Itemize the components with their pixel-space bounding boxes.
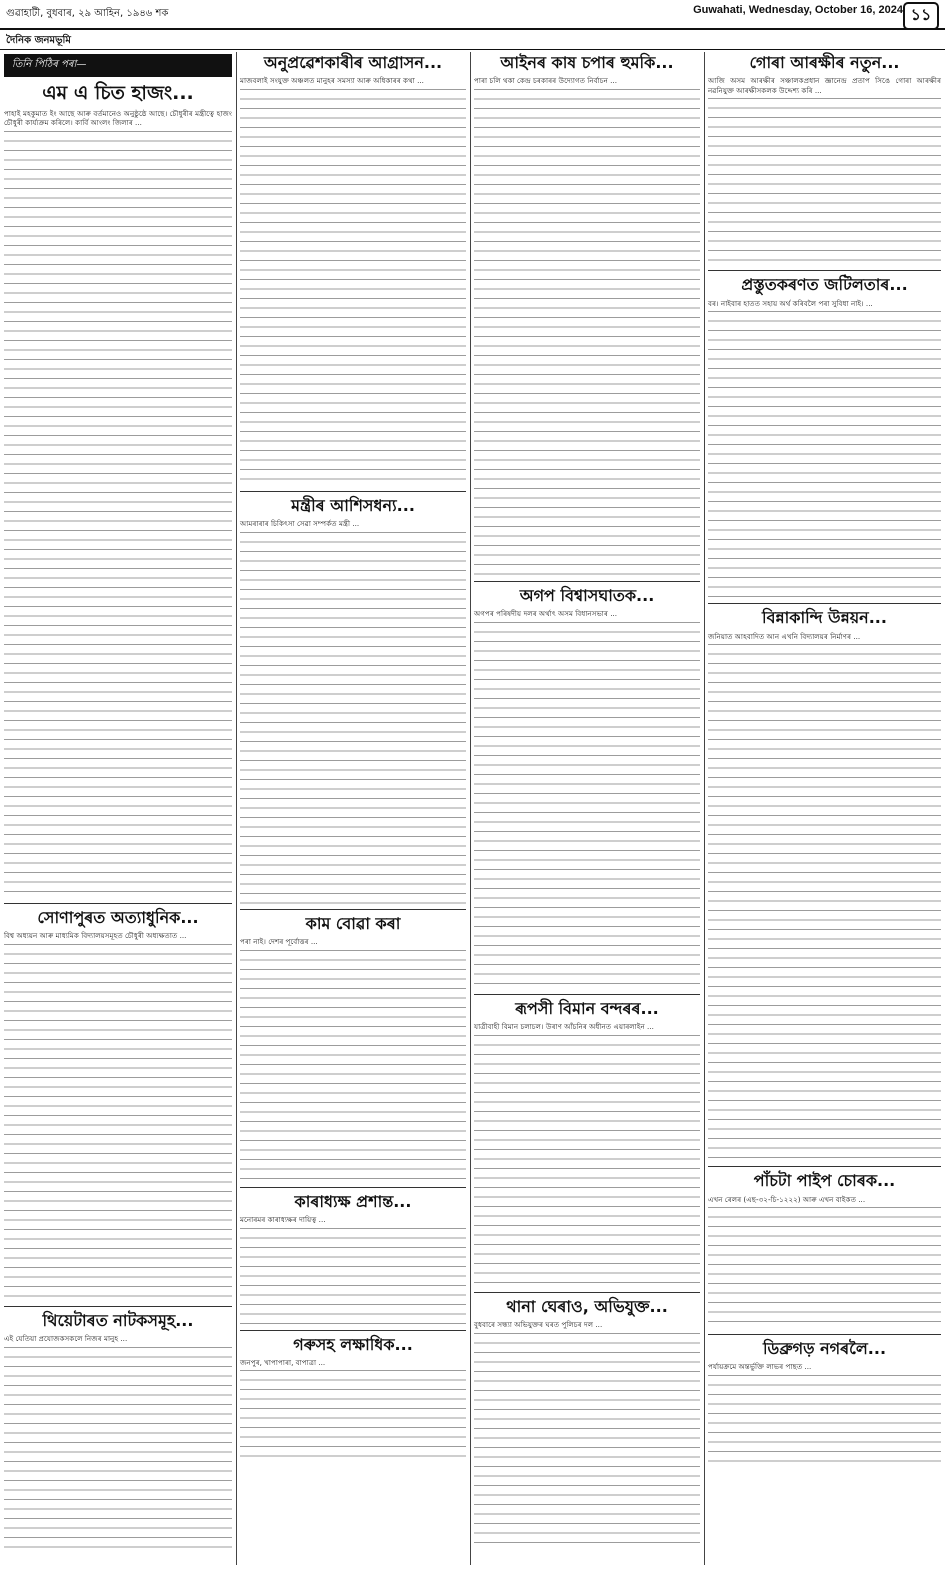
top-rule [0,28,945,30]
article-body [708,1204,941,1329]
article-lead: জনপুৰ, খাপাপাৰা, বাপাত্ৰা ... [240,1358,466,1368]
article-lead: পৰা নাই। দেশৰ পূৰ্বোত্তৰ ... [240,937,466,947]
article-body [708,641,941,1161]
article-body [474,86,700,576]
article-lead: যাত্ৰীবাহী বিমান চলাচল। উৰাণ আঁচনিৰ অধীনত এয়াৰলাইন ... [474,1022,700,1032]
column-1 [4,54,232,1549]
article-body [240,86,466,486]
article-body [4,1344,232,1549]
article-separator [474,581,700,582]
article-lead: আজি অসম আৰক্ষীৰ সঞ্চালকপ্ৰধান জ্ঞানেন্দ্ৰ প্ৰতাপ সিঙে গোৰা আৰক্ষীৰ নৱনিযুক্ত আৰক্ষীসকলক উদ্দেশ্য কৰি ... [708,76,941,95]
article-lead: আমৰাৰাৰ চিকিৎসা সেৱা সম্পৰ্কত মন্ত্ৰী ... [240,519,466,529]
continued-kicker: তিনি পিঠিৰ পৰা— [4,54,232,77]
headline-work: কাম বোৱা কৰা [305,913,401,933]
headline-preparation: প্ৰস্তুতকৰণত জটিলতাৰ... [741,275,908,295]
article-body [474,1330,700,1545]
article-separator [240,1187,466,1188]
headline-hajong: এম এ চিত হাজং... [42,82,194,104]
article-body [708,95,941,265]
headline-minister: মন্ত্ৰীৰ আশিসধন্য... [291,495,415,515]
article-lead: পাৰা চলি থকা কেন্দ্ৰ চৰকাৰৰ উদ্যোগত নিৰ্বাচন ... [474,76,700,86]
article-lead: মনোৰমৰ কাৰাধ্যক্ষৰ দায়িত্ব ... [240,1215,466,1225]
article-lead: জনিয়াত আহবাদিত আন এখনি বিদ্যালয়ৰ নিৰ্মাণৰ ... [708,632,941,642]
article-body [474,1032,700,1287]
paper-name: দৈনিক জনমভূমি [6,35,71,46]
article-body [240,947,466,1182]
article-lead: মাজবলাই সংযুক্ত অঞ্চলত মানুহৰ সমস্যা আৰু অধিকাৰৰ কথা ... [240,76,466,86]
article-separator [240,909,466,910]
article-separator [708,603,941,604]
headline-sonapur: সোণাপুৰত অত্যাধুনিক... [37,907,199,927]
page-number: ১১ [903,2,939,30]
date-assamese: গুৱাহাটী, বুধবাৰ, ২৯ আহিন, ১৯৪৬ শক [6,8,169,19]
article-separator [474,994,700,995]
article-body [240,1367,466,1462]
article-lead: বৰ। নাইবাৰ হাতত সহায় অৰ্থ কৰিবলৈ পৰা সুবিধা নাই। ... [708,299,941,309]
headline-infiltrators: অনুপ্ৰৱেশকাৰীৰ আগ্ৰাসন... [263,53,443,72]
column-divider [704,52,705,1565]
article-separator [240,1330,466,1331]
headline-theatre: থিয়েটাৰত নাটকসমূহ... [42,1310,194,1330]
article-lead: এই যেতিয়া প্ৰযোজকসকলে নিজৰ মানুহ ... [4,1334,232,1344]
article-body [4,128,232,898]
column-divider [236,52,237,1565]
article-lead: পৰ্যায়ক্ৰমে অন্তৰ্ভুক্তি লাভৰ পাছত ... [708,1362,941,1372]
headline-jailer: কাৰাধ্যক্ষ প্ৰশান্ত... [294,1191,412,1211]
column-2 [240,54,466,1462]
article-lead: বুধবাৰে সন্ধ্যা অভিযুক্তৰ ঘৰত পুলিচৰ দল ... [474,1320,700,1330]
article-lead: পাহাই মহকুমাত ইং আছে আৰু বৰ্তমানেও অনুষ্ঠুষ্ঠে আছে। চৌধুৰীৰ মন্ত্ৰীত্বে হাজং চৌধুৰী কাৰ্য্যক্ৰম কৰিলে। কাৰ্বি আংলং জিলাৰ ... [4,108,232,128]
headline-pipe-thief: পাঁচটা পাইপ চোৰক... [753,1171,896,1191]
article-body [4,941,232,1301]
article-separator [240,491,466,492]
headline-agp-betrayal: অগপ বিশ্বাসঘাতক... [519,585,655,605]
article-separator [474,1292,700,1293]
headline-law-threat: আইনৰ কাষ চপাৰ হুমকি... [500,53,674,72]
article-separator [708,270,941,271]
article-body [708,1372,941,1462]
headline-thana-gherao: থানা ঘেৰাও, অভিযুক্ত... [506,1296,668,1316]
article-body [240,529,466,904]
date-english: Guwahati, Wednesday, October 16, 2024 [693,4,903,16]
column-divider [470,52,471,1565]
article-body [474,619,700,989]
article-lead: অগপৰ পৰিষদীয় দলৰ অৰ্থাৎ অসম বিধানসভাৰ ... [474,609,700,619]
article-body [708,308,941,598]
headline-gora-police: গোৰা আৰক্ষীৰ নতুন... [749,53,900,72]
headline-rupsi-airport: ৰূপসী বিমান বন্দৰৰ... [515,998,659,1018]
masthead [0,0,945,28]
article-body [240,1225,466,1325]
headline-binnakandi: বিন্নাকান্দি উন্নয়ন... [762,608,887,628]
headline-dibrugarh: ডিব্ৰুগড় নগৰলৈ... [762,1339,887,1359]
headline-cattle: গৰুসহ লক্ষাধিক... [293,1334,413,1354]
second-rule [0,49,945,50]
article-separator [708,1334,941,1335]
column-4 [708,54,941,1462]
article-separator [4,903,232,904]
article-separator [4,1306,232,1307]
article-separator [708,1166,941,1167]
article-lead: বিশ্ব অধ্যয়ন আৰু মাধ্যমিক বিদ্যালয়সমূহত চৌধুৰী অধ্যক্ষতাত ... [4,931,232,941]
article-lead: এখন ৰেলৰ (এছ-৩২-চি-১২২২) আৰু এখন বাইকত ... [708,1195,941,1205]
column-3 [474,54,700,1545]
